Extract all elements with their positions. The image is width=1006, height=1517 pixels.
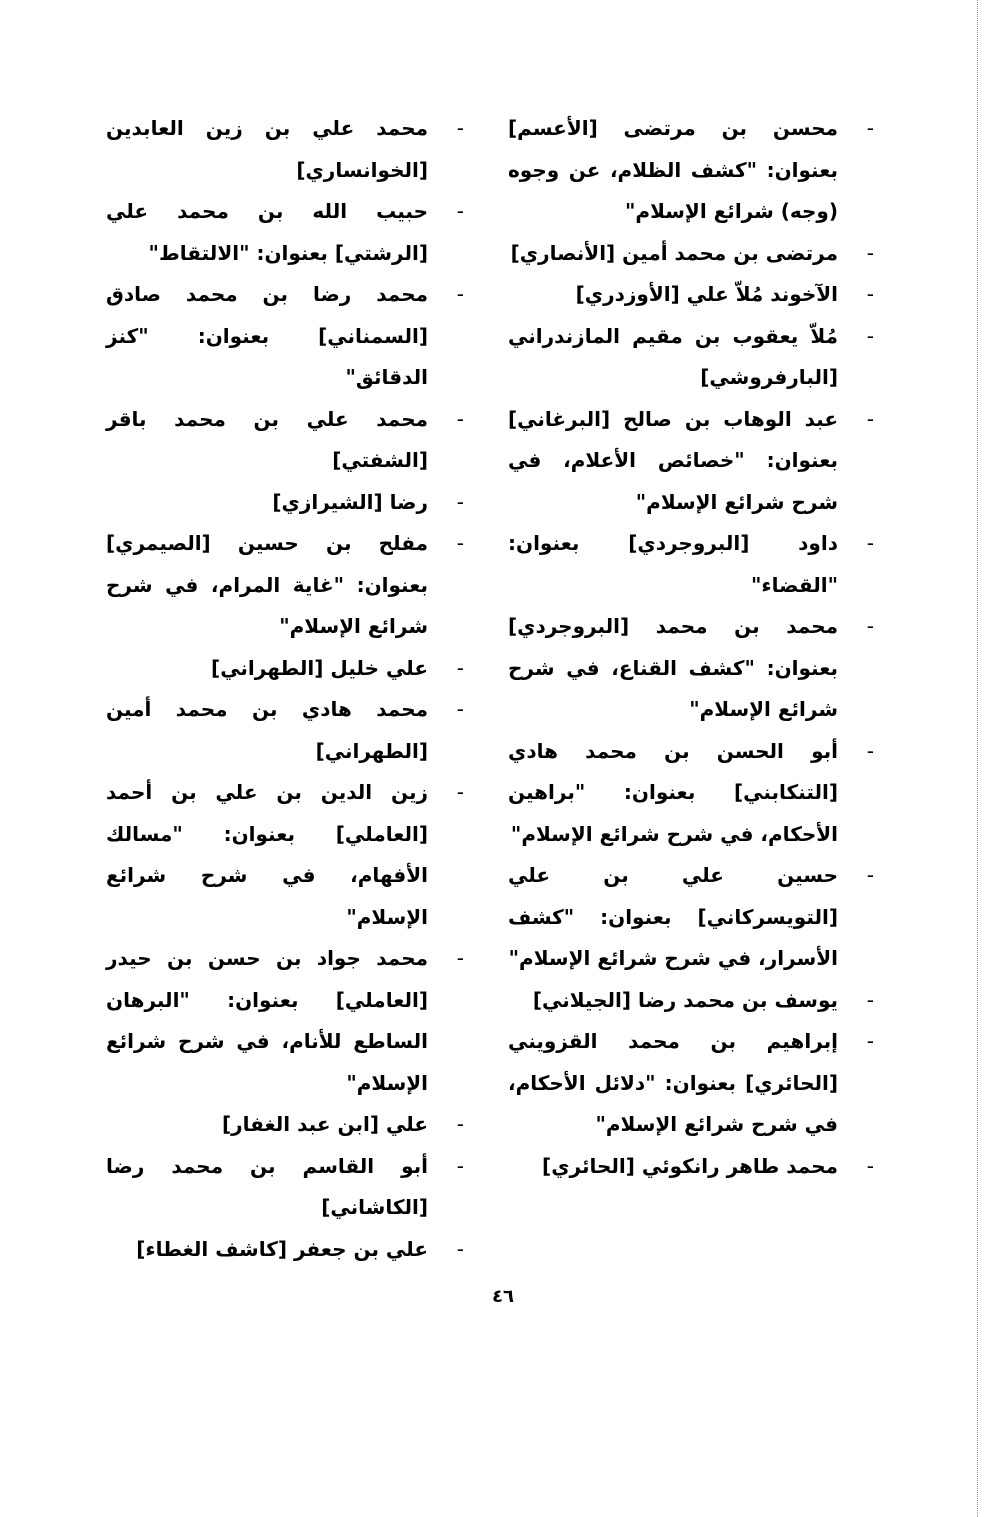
list-item: - عبد الوهاب بن صالح [البرغاني] بعنوان: "خصائص الأعلام، في شرح شرائع الإسلام" <box>508 399 838 524</box>
page-number: ٤٦ <box>492 1286 514 1307</box>
list-item: - أبو الحسن بن محمد هادي [التنكابني] بعنوان: "براهين الأحكام، في شرح شرائع الإسلام" <box>508 731 838 856</box>
list-item: - إبراهيم بن محمد القزويني [الحائري] بعنوان: "دلائل الأحكام، في شرح شرائع الإسلام" <box>508 1021 838 1146</box>
list-item: - محمد جواد بن حسن بن حيدر [العاملي] بعنوان: "البرهان الساطع للأنام، في شرح شرائع الإسلام" <box>106 938 428 1104</box>
list-item: - الآخوند مُلاّ علي [الأوزدري] <box>508 274 838 316</box>
list-item: - رضا [الشيرازي] <box>106 482 428 524</box>
list-item: - محمد علي بن محمد باقر [الشفتي] <box>106 399 428 482</box>
author-list-left <box>106 108 428 1270</box>
list-item: - محمد رضا بن محمد صادق [السمناني] بعنوان: "كنز الدقائق" <box>106 274 428 399</box>
list-item: - علي خليل [الطهراني] <box>106 648 428 690</box>
author-list-right <box>508 108 838 1187</box>
list-item: - مُلاّ يعقوب بن مقيم المازندراني [البارفروشي] <box>508 316 838 399</box>
list-item: - محمد هادي بن محمد أمين [الطهراني] <box>106 689 428 772</box>
list-item: - يوسف بن محمد رضا [الجيلاني] <box>508 980 838 1022</box>
list-item: - محسن بن مرتضى [الأعسم] بعنوان: "كشف الظلام، عن وجوه (وجه) شرائع الإسلام" <box>508 108 838 233</box>
list-item: - محمد طاهر رانكوئي [الحائري] <box>508 1146 838 1188</box>
list-item: - مفلح بن حسين [الصيمري] بعنوان: "غاية المرام، في شرح شرائع الإسلام" <box>106 523 428 648</box>
list-item: - محمد بن محمد [البروجردي] بعنوان: "كشف القناع، في شرح شرائع الإسلام" <box>508 606 838 731</box>
list-item: - علي [ابن عبد الغفار] <box>106 1104 428 1146</box>
list-item: - علي بن جعفر [كاشف الغطاء] <box>106 1229 428 1271</box>
list-item: - محمد علي بن زين العابدين [الخوانساري] <box>106 108 428 191</box>
list-item: - داود [البروجردي] بعنوان: "القضاء" <box>508 523 838 606</box>
left-column <box>106 108 428 1270</box>
list-item: - أبو القاسم بن محمد رضا [الكاشاني] <box>106 1146 428 1229</box>
list-item: - حسين علي بن علي [التويسركاني] بعنوان: "كشف الأسرار، في شرح شرائع الإسلام" <box>508 855 838 980</box>
list-item: - حبيب الله بن محمد علي [الرشتي] بعنوان: "الالتقاط" <box>106 191 428 274</box>
right-column <box>508 108 838 1187</box>
list-item: - زين الدين بن علي بن أحمد [العاملي] بعنوان: "مسالك الأفهام، في شرح شرائع الإسلام" <box>106 772 428 938</box>
list-item: - مرتضى بن محمد أمين [الأنصاري] <box>508 233 838 275</box>
